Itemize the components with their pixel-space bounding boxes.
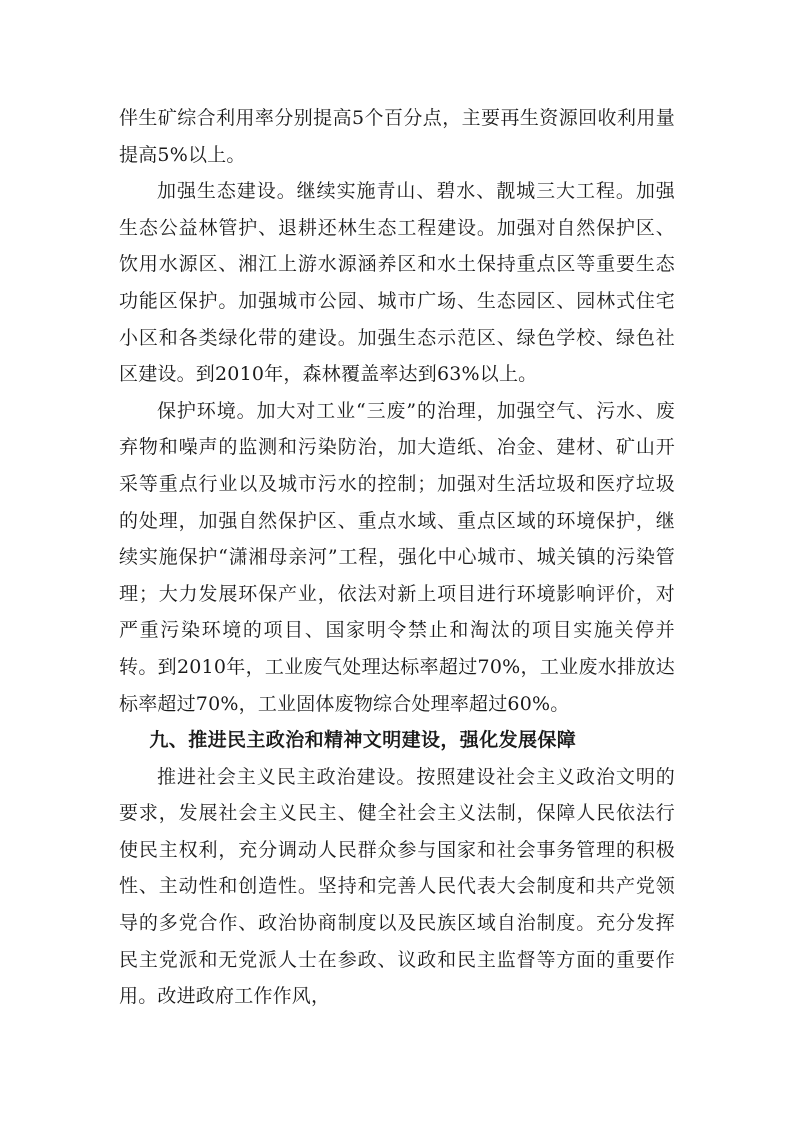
document-body (119, 100, 675, 1015)
paragraph-continuation: 伴生矿综合利用率分别提高5个百分点，主要再生资源回收利用量提高5%以上。 (119, 107, 675, 166)
paragraph-democratic-politics: 推进社会主义民主政治建设。按照建设社会主义政治文明的要求，发展社会主义民主、健全社会主义法制，保障人民依法行使民主权利，充分调动人民群众参与国家和社会事务管理的积极性、主动性和创造性。坚持和完善人民代表大会制度和共产党领导的多党合作、政治协商制度以及民族区域自治制度。充分发挥民主党派和无党派人士在参政、议政和民主监督等方面的重要作用。改进政府工作作风， (119, 765, 675, 1008)
paragraph-ecological-construction: 加强生态建设。继续实施青山、碧水、靓城三大工程。加强生态公益林管护、退耕还林生态工程建设。加强对自然保护区、饮用水源区、湘江上游水源涵养区和水土保持重点区等重要生态功能区保护。加强城市公园、城市广场、生态园区、园林式住宅小区和各类绿化带的建设。加强生态示范区、绿色学校、绿色社区建设。到2010年，森林覆盖率达到63%以上。 (119, 180, 675, 386)
paragraph-environmental-protection: 保护环境。加大对工业“三废”的治理，加强空气、污水、废弃物和噪声的监测和污染防治，加大造纸、冶金、建材、矿山开采等重点行业以及城市污水的控制；加强对生活垃圾和医疗垃圾的处理，加强自然保护区、重点水域、重点区域的环境保护，继续实施保护“潇湘母亲河”工程，强化中心城市、城关镇的污染管理；大力发展环保产业，依法对新上项目进行环境影响评价，对严重污染环境的项目、国家明令禁止和淘汰的项目实施关停并转。到2010年，工业废气处理达标率超过70%，工业废水排放达标率超过70%，工业固体废物综合处理率超过60%。 (119, 399, 675, 715)
section-heading: 九、推进民主政治和精神文明建设，强化发展保障 (149, 729, 577, 752)
